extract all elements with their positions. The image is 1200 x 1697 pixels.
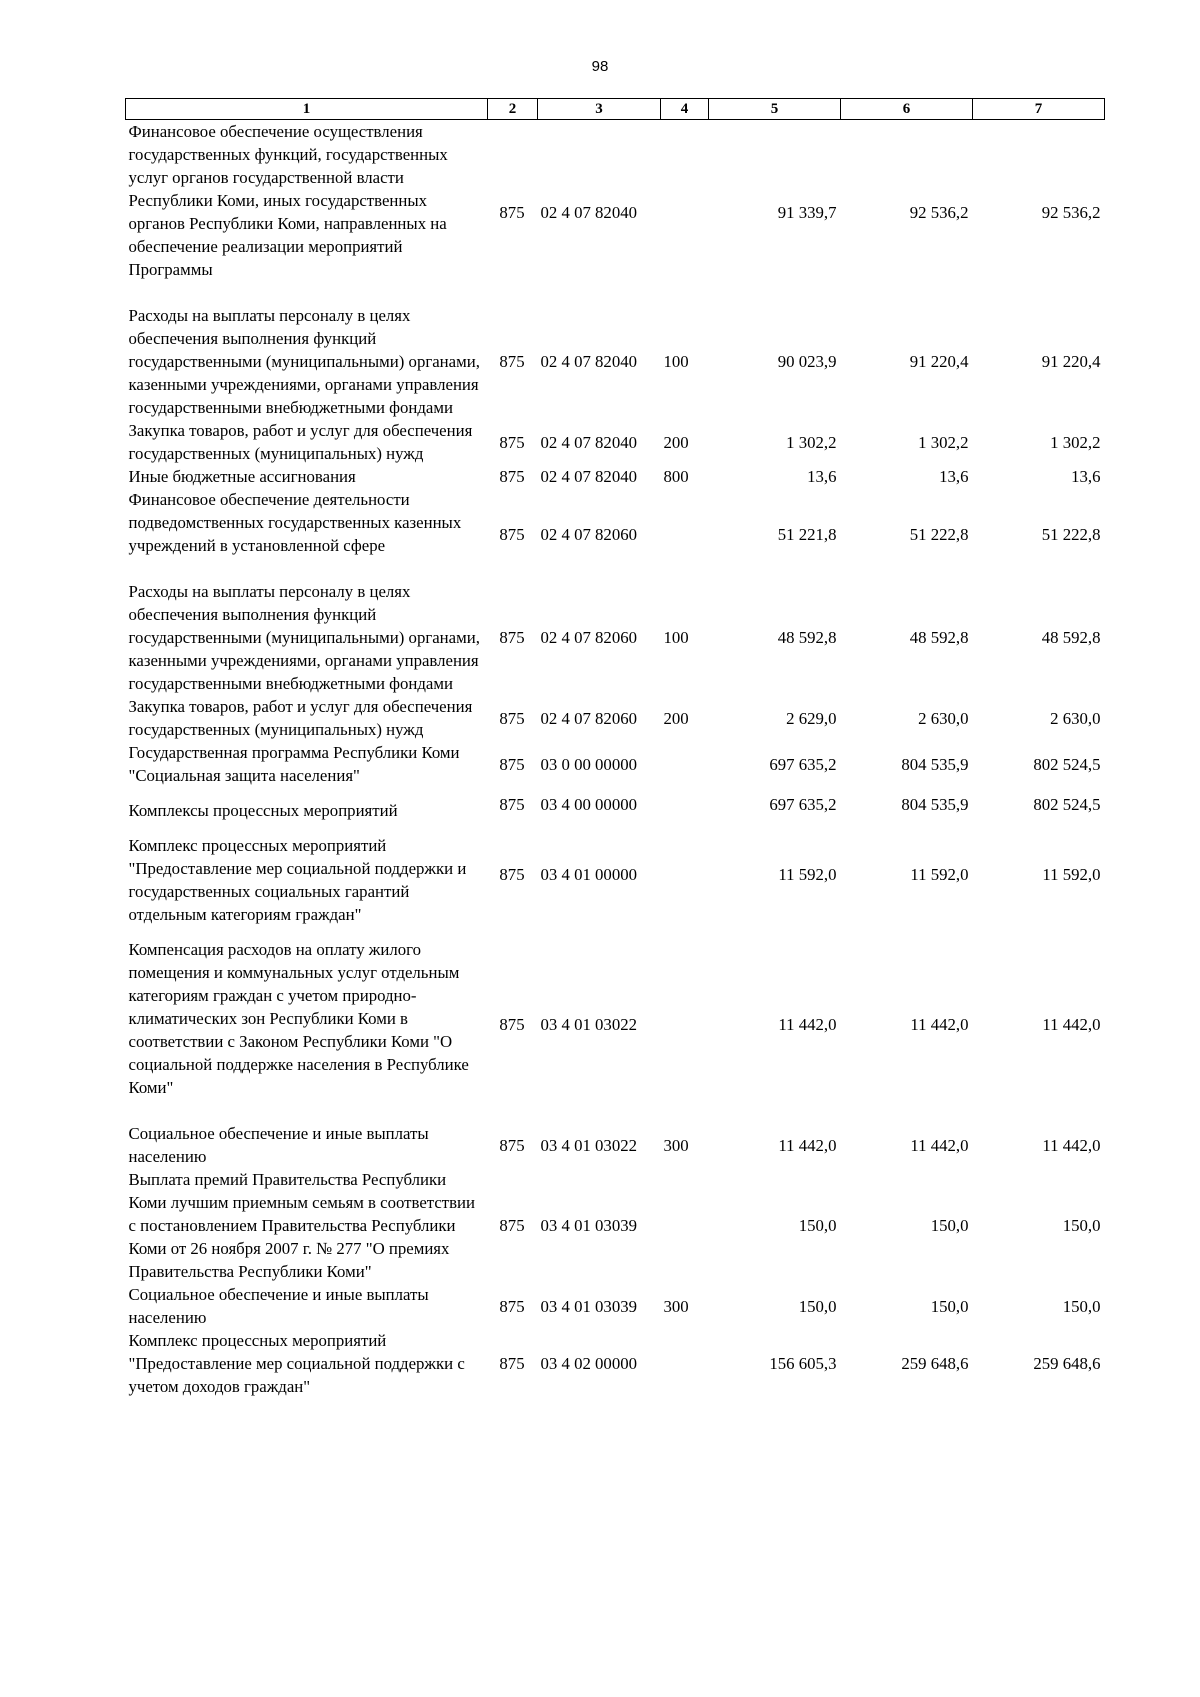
row-value-col5: 48 592,8	[777, 628, 837, 647]
table-row	[126, 304, 1105, 419]
row-target-code: 02 4 07 82040	[540, 352, 637, 371]
row-value-col7: 150,0	[1062, 1216, 1101, 1235]
row-value-col5: 150,0	[798, 1216, 837, 1235]
row-value-col5: 1 302,2	[786, 432, 837, 452]
column-header-3: 3	[538, 99, 661, 120]
row-value-col7: 11 442,0	[1042, 1135, 1101, 1155]
budget-table	[125, 98, 1105, 1398]
row-admin-code: 875	[499, 524, 525, 544]
row-value-col5: 91 339,7	[777, 202, 837, 222]
row-value-col6: 259 648,6	[901, 1354, 969, 1373]
table-row	[126, 488, 1105, 580]
row-value-col6: 13,6	[939, 467, 969, 486]
row-expense-type	[661, 1168, 709, 1283]
row-value-col5: 11 442,0	[778, 1014, 837, 1034]
row-target-code: 03 4 00 00000	[540, 795, 637, 814]
row-admin-code: 875	[499, 1014, 525, 1034]
row-value-col7: 11 442,0	[1042, 1014, 1101, 1034]
row-target-code: 02 4 07 82060	[540, 628, 637, 647]
row-expense-type	[661, 741, 709, 787]
row-name: Финансовое обеспечение осуществления государственных функций, государственных услуг органов государственной власти Республики Коми, иных государственных органов Республики Коми, направленных на обеспечение реализации мероприятий Программы	[128, 122, 448, 279]
row-value-col7: 48 592,8	[1041, 628, 1101, 647]
row-value-col5: 156 605,3	[769, 1354, 837, 1373]
row-name: Закупка товаров, работ и услуг для обеспечения государственных (муниципальных) нужд	[128, 697, 473, 739]
row-expense-type: 200	[663, 708, 689, 728]
row-name: Комплекс процессных мероприятий "Предоставление мер социальной поддержки с учетом доходов граждан"	[128, 1331, 465, 1396]
table-row	[126, 1283, 1105, 1329]
row-admin-code: 875	[499, 708, 525, 728]
row-name: Закупка товаров, работ и услуг для обеспечения государственных (муниципальных) нужд	[128, 421, 473, 463]
row-name: Финансовое обеспечение деятельности подведомственных государственных казенных учреждений в установленной сфере	[128, 490, 462, 555]
table-row	[126, 419, 1105, 465]
row-value-col6: 51 222,8	[909, 524, 969, 544]
table-row	[126, 1122, 1105, 1168]
table-row	[126, 580, 1105, 695]
column-header-1: 1	[126, 99, 488, 120]
row-admin-code: 875	[499, 432, 525, 452]
row-value-col5: 150,0	[798, 1296, 837, 1316]
row-value-col5: 11 592,0	[778, 864, 837, 884]
row-target-code: 02 4 07 82040	[540, 467, 637, 486]
row-target-code: 03 4 01 03039	[540, 1216, 637, 1235]
row-name: Комплекс процессных мероприятий "Предоставление мер социальной поддержки и государственных социальных гарантий отдельным категориям граждан"	[128, 836, 467, 924]
row-value-col5: 51 221,8	[777, 524, 837, 544]
table-row	[126, 822, 1105, 926]
row-admin-code: 875	[499, 1296, 525, 1316]
row-name: Выплата премий Правительства Республики Коми лучшим приемным семьям в соответствии с постановлением Правительства Республики Коми от 26 ноября 2007 г. № 277 "О премиях Правительства Республики Коми"	[128, 1170, 475, 1281]
row-name: Иные бюджетные ассигнования	[128, 467, 356, 486]
row-name: Социальное обеспечение и иные выплаты населению	[128, 1285, 429, 1327]
row-value-col6: 804 535,9	[901, 754, 969, 774]
column-header-5: 5	[709, 99, 841, 120]
row-value-col5: 13,6	[807, 467, 837, 486]
row-target-code: 03 4 01 03022	[540, 1135, 637, 1155]
row-expense-type: 300	[663, 1135, 689, 1155]
row-target-code: 03 4 01 03039	[540, 1296, 637, 1316]
row-admin-code: 875	[499, 202, 525, 222]
column-header-6: 6	[841, 99, 973, 120]
row-value-col7: 802 524,5	[1033, 754, 1101, 774]
row-admin-code: 875	[499, 754, 525, 774]
row-value-col7: 51 222,8	[1041, 524, 1101, 544]
row-value-col6: 1 302,2	[918, 432, 969, 452]
row-value-col7: 150,0	[1062, 1296, 1101, 1316]
row-name: Расходы на выплаты персоналу в целях обеспечения выполнения функций государственными (муниципальными) органами, казенными учреждениями, органами управления государственными внебюджетными фондами	[128, 306, 480, 417]
row-expense-type: 100	[663, 628, 689, 647]
row-admin-code: 875	[499, 1135, 525, 1155]
row-value-col7: 2 630,0	[1050, 708, 1101, 728]
row-value-col5: 11 442,0	[778, 1135, 837, 1155]
row-target-code: 03 4 02 00000	[540, 1354, 637, 1373]
row-admin-code: 875	[499, 1354, 525, 1373]
row-target-code: 02 4 07 82060	[540, 708, 637, 728]
row-value-col6: 11 442,0	[910, 1135, 969, 1155]
row-expense-type	[661, 787, 709, 822]
row-value-col7: 13,6	[1071, 467, 1101, 486]
row-name: Социальное обеспечение и иные выплаты населению	[128, 1124, 429, 1166]
table-row	[126, 1168, 1105, 1283]
row-expense-type	[661, 488, 709, 580]
row-value-col5: 697 635,2	[769, 795, 837, 814]
row-expense-type: 100	[663, 352, 689, 371]
row-target-code: 03 0 00 00000	[540, 754, 637, 774]
row-admin-code: 875	[499, 628, 525, 647]
row-expense-type: 300	[663, 1296, 689, 1316]
row-value-col6: 91 220,4	[909, 352, 969, 371]
table-header-row	[126, 99, 1105, 120]
row-name: Компенсация расходов на оплату жилого помещения и коммунальных услуг отдельным категориям граждан с учетом природно-климатических зон Республики Коми в соответствии с Законом Республики Коми "О социальной поддержке населения в Республике Коми"	[128, 940, 469, 1097]
row-target-code: 03 4 01 03022	[540, 1014, 637, 1034]
table-row	[126, 1329, 1105, 1398]
row-value-col7: 802 524,5	[1033, 795, 1101, 814]
row-value-col5: 90 023,9	[777, 352, 837, 371]
row-value-col6: 150,0	[930, 1216, 969, 1235]
row-name: Комплексы процессных мероприятий	[128, 801, 398, 820]
row-value-col5: 697 635,2	[769, 754, 837, 774]
row-value-col6: 11 592,0	[910, 864, 969, 884]
row-value-col6: 48 592,8	[909, 628, 969, 647]
page-number: 98	[591, 58, 609, 75]
column-header-2: 2	[488, 99, 538, 120]
table-row	[126, 465, 1105, 488]
row-target-code: 02 4 07 82060	[540, 524, 637, 544]
row-target-code: 03 4 01 00000	[540, 864, 637, 884]
row-admin-code: 875	[499, 1216, 525, 1235]
column-header-4: 4	[661, 99, 709, 120]
table-row	[126, 926, 1105, 1122]
row-expense-type: 800	[663, 467, 689, 486]
row-admin-code: 875	[499, 467, 525, 486]
table-row	[126, 787, 1105, 822]
table-row	[126, 741, 1105, 787]
row-value-col7: 92 536,2	[1041, 202, 1101, 222]
table-row	[126, 695, 1105, 741]
row-expense-type	[661, 120, 709, 305]
row-admin-code: 875	[499, 352, 525, 371]
row-value-col7: 11 592,0	[1042, 864, 1101, 884]
row-name: Расходы на выплаты персоналу в целях обеспечения выполнения функций государственными (муниципальными) органами, казенными учреждениями, органами управления государственными внебюджетными фондами	[128, 582, 480, 693]
row-name: Государственная программа Республики Коми "Социальная защита населения"	[128, 743, 460, 785]
row-expense-type	[661, 926, 709, 1122]
row-value-col7: 91 220,4	[1041, 352, 1101, 371]
row-target-code: 02 4 07 82040	[540, 202, 637, 222]
row-value-col7: 259 648,6	[1033, 1354, 1101, 1373]
row-expense-type	[661, 822, 709, 926]
row-value-col6: 150,0	[930, 1296, 969, 1316]
row-value-col6: 804 535,9	[901, 795, 969, 814]
row-value-col7: 1 302,2	[1050, 432, 1101, 452]
column-header-7: 7	[973, 99, 1105, 120]
table-row	[126, 120, 1105, 305]
row-expense-type: 200	[663, 432, 689, 452]
row-admin-code: 875	[499, 864, 525, 884]
row-admin-code: 875	[499, 795, 525, 814]
row-value-col6: 11 442,0	[910, 1014, 969, 1034]
row-value-col6: 2 630,0	[918, 708, 969, 728]
row-target-code: 02 4 07 82040	[540, 432, 637, 452]
row-value-col6: 92 536,2	[909, 202, 969, 222]
row-value-col5: 2 629,0	[786, 708, 837, 728]
row-expense-type	[661, 1329, 709, 1398]
